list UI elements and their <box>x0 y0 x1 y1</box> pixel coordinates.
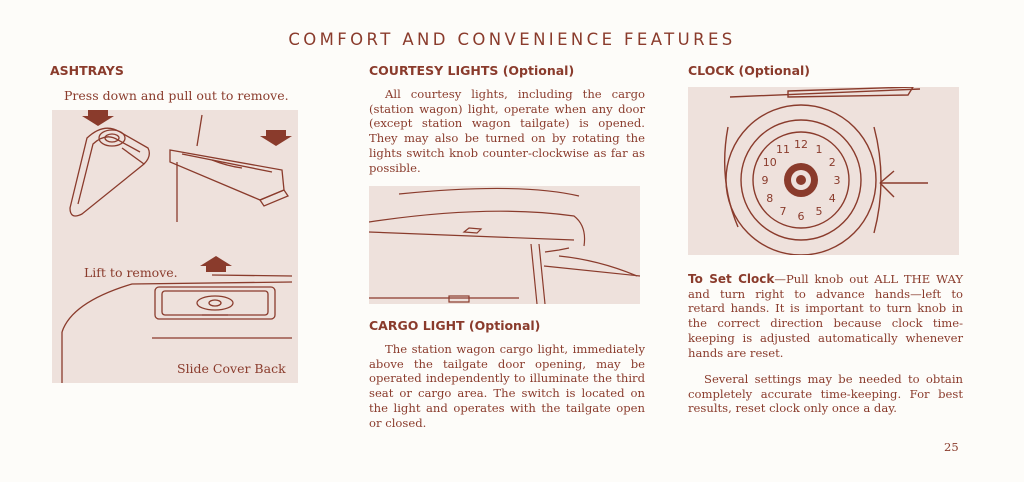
clock-numeral: 12 <box>794 138 808 151</box>
cargo-text: The station wagon cargo light, immediately above the tailgate door opening, may be operated independently to illuminate the third seat or cargo area. The switch is located on the light and operates with the tailgate open or closed. <box>369 342 645 430</box>
set-clock-lead: To Set Clock <box>688 272 775 286</box>
clock-numeral: 2 <box>828 156 836 169</box>
ashtray-drawing <box>52 110 298 383</box>
page-title: COMFORT AND CONVENIENCE FEATURES <box>288 30 736 49</box>
clock-numeral: 8 <box>766 192 774 205</box>
clock-numeral: 11 <box>776 142 790 156</box>
cargo-light-drawing <box>369 186 640 304</box>
clock-numeral: 1 <box>815 142 823 156</box>
clock-numeral: 7 <box>779 205 787 219</box>
clock-numeral: 5 <box>815 205 823 219</box>
ashtrays-heading: ASHTRAYS <box>50 63 124 78</box>
lift-caption: Lift to remove. <box>84 265 178 280</box>
clock-numeral: 4 <box>828 192 836 205</box>
clock-drawing <box>688 87 959 255</box>
clock-numeral: 9 <box>761 174 769 187</box>
clock-settings-text: Several settings may be needed to obtain completely accurate time-keeping. For best results, reset clock only once a day. <box>688 372 963 416</box>
slide-caption: Slide Cover Back <box>177 361 286 376</box>
courtesy-text: All courtesy lights, including the cargo (station wagon) light, operate when any door (except station wagon tailgate) is opened. They may also be turned on by rotating the lights switch knob counter-clockwise as far as possible. <box>369 87 645 175</box>
clock-illustration <box>688 87 959 255</box>
ashtray-illustration <box>52 110 298 383</box>
clock-numeral: 6 <box>797 210 805 223</box>
page-number: 25 <box>944 440 959 454</box>
cargo-heading: CARGO LIGHT (Optional) <box>369 318 541 333</box>
press-caption: Press down and pull out to remove. <box>64 88 289 103</box>
set-clock-body: —Pull knob out ALL THE WAY and turn right to advance hands—left to retard hands. It is important to turn knob in the correct direction because clock time-keeping is adjusted automatically whenever hands are reset. <box>688 272 963 360</box>
clock-numeral: 3 <box>833 174 841 187</box>
clock-heading: CLOCK (Optional) <box>688 63 810 78</box>
clock-numeral: 10 <box>762 156 777 169</box>
set-clock-text <box>688 272 963 360</box>
cargo-light-illustration <box>369 186 640 304</box>
courtesy-heading: COURTESY LIGHTS (Optional) <box>369 63 575 78</box>
